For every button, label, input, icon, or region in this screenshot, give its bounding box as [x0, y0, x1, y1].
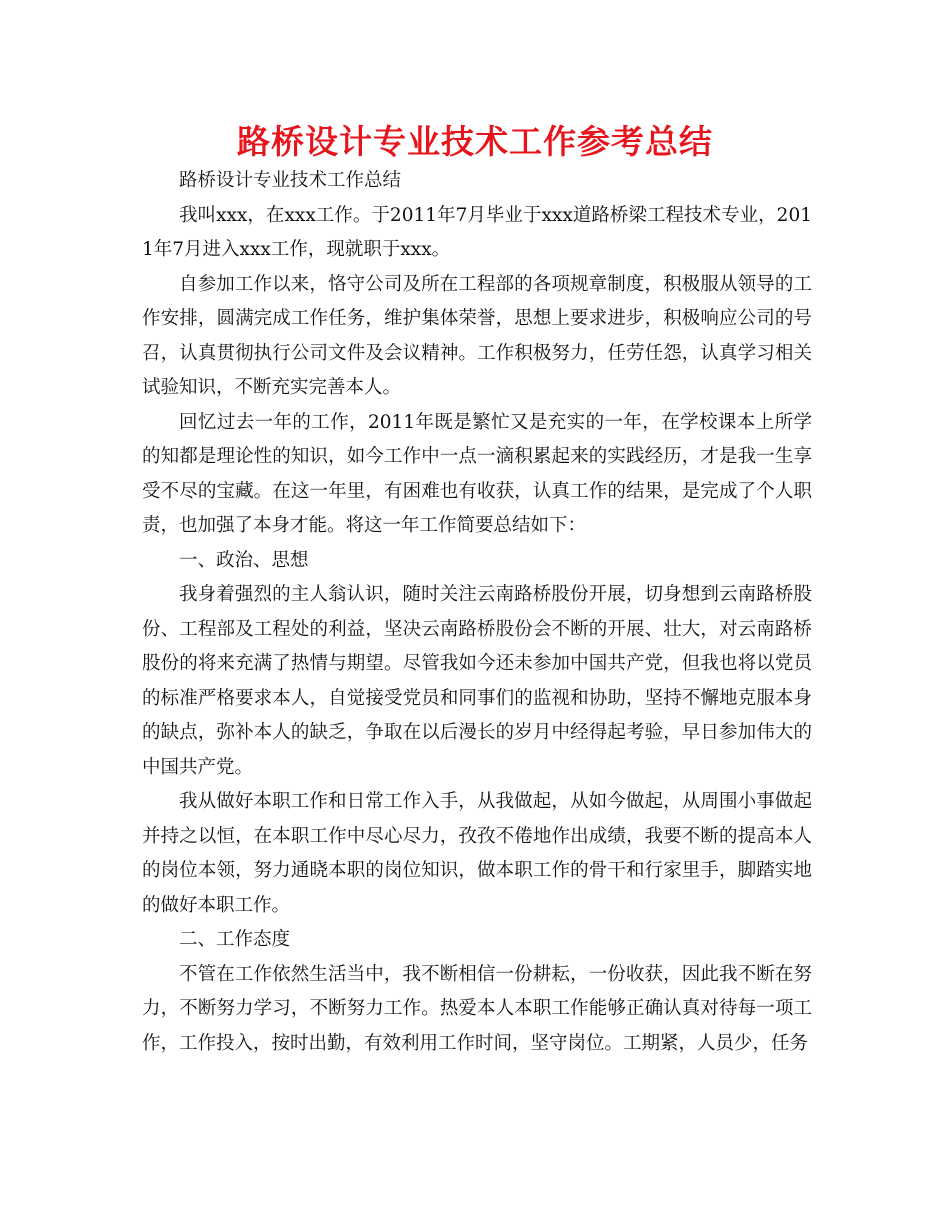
paragraph-duty: 我从做好本职工作和日常工作入手，从我做起，从如今做起，从周围小事做起并持之以恒，在本职工作中尽心尽力，孜孜不倦地作出成绩，我要不断的提高本人的岗位本领，努力通晓本职的岗位知识，做本职工作的骨干和行家里手，脚踏实地的做好本职工作。 — [142, 791, 812, 916]
subtitle: 路桥设计专业技术工作总结 — [179, 170, 402, 191]
paragraph-since-joining: 自参加工作以来，恪守公司及所在工程部的各项规章制度，积极服从领导的工作安排，圆满完成工作任务，维护集体荣誉，思想上要求进步，积极响应公司的号召，认真贯彻执行公司文件及会议精神。工作积极努力，任劳任怨，认真学习相关试验知识，不断充实完善本人。 — [142, 273, 812, 398]
paragraph-attitude: 不管在工作依然生活当中，我不断相信一份耕耘，一份收获，因此我不断在努力，不断努力学习，不断努力工作。热爱本人本职工作能够正确认真对待每一项工作，工作投入，按时出勤，有效利用工作时间，坚守岗位。工期紧，人员少，任务 — [142, 963, 812, 1054]
document-title: 路桥设计专业技术工作参考总结 — [237, 122, 713, 161]
paragraph-review: 回忆过去一年的工作，2011年既是繁忙又是充实的一年，在学校课本上所学的知都是理论性的知识，如今工作中一点一滴积累起来的实践经历，才是我一生享受不尽的宝藏。在这一年里，有困难也有收获，认真工作的结果，是完成了个人职责，也加强了本身才能。将这一年工作简要总结如下： — [142, 411, 812, 536]
paragraph-politics: 我身着强烈的主人翁认识，随时关注云南路桥股份开展，切身想到云南路桥股份、工程部及工程处的利益，坚决云南路桥股份会不断的开展、壮大，对云南路桥股份的将来充满了热情与期望。尽管我如今还未参加中国共产党，但我也将以党员的标准严格要求本人，自觉接受党员和同事们的监视和协助，坚持不懈地克服本身的缺点，弥补本人的缺乏，争取在以后漫长的岁月中经得起考验，早日参加伟大的中国共产党。 — [142, 584, 812, 778]
paragraph-intro: 我叫xxx，在xxx工作。于2011年7月毕业于xxx道路桥梁工程技术专业，2011年7月进入xxx工作，现就职于xxx。 — [142, 204, 812, 260]
section-heading-politics: 一、政治、思想 — [179, 549, 309, 571]
document-body — [142, 164, 812, 1061]
section-heading-attitude: 二、工作态度 — [179, 929, 291, 950]
